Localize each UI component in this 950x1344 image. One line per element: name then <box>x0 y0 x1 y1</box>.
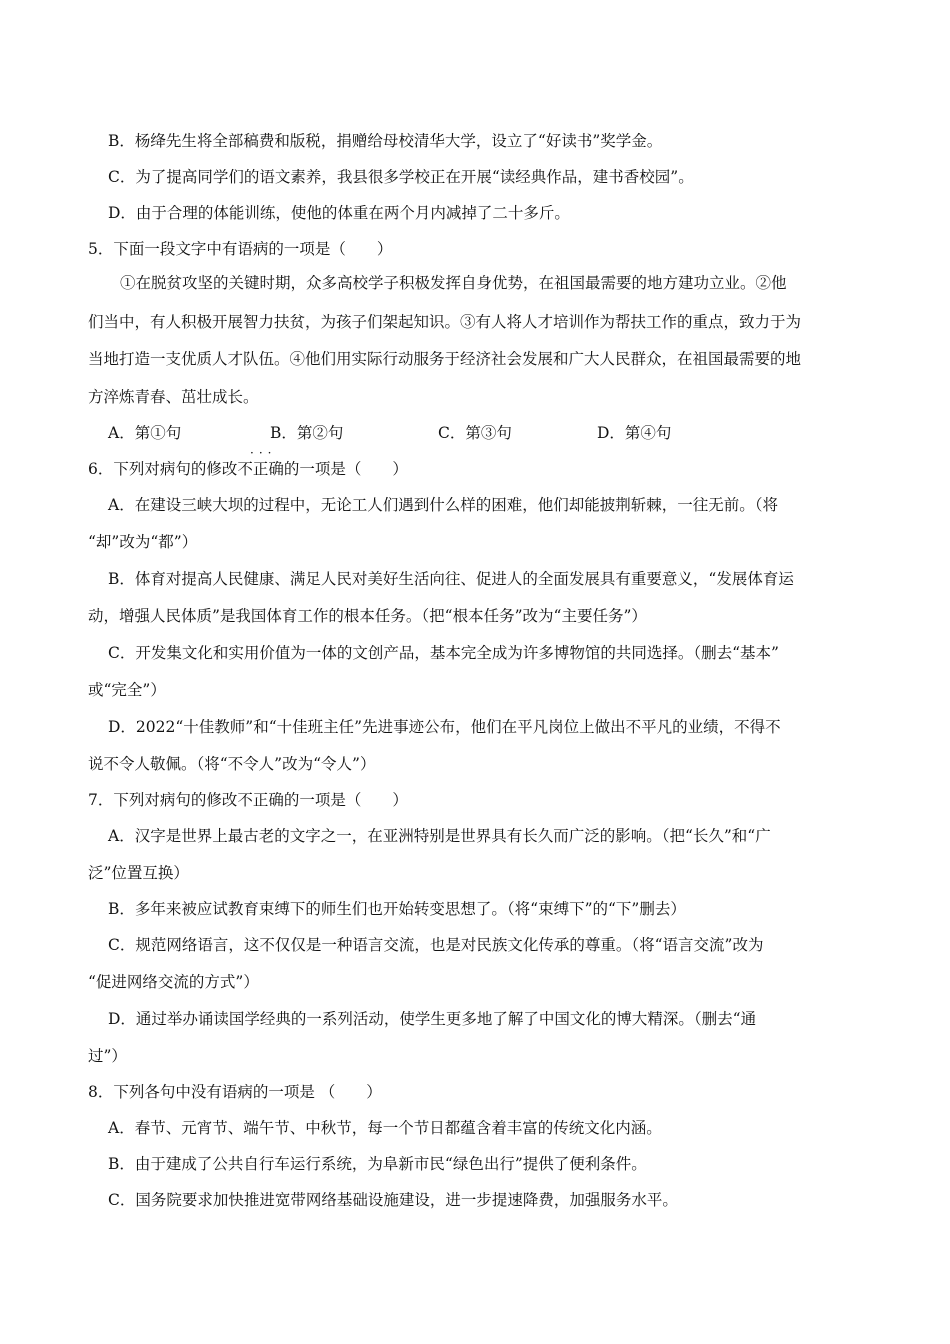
q6-stem: 6．下列对病句的修改不正确的一项是（ ） <box>88 460 408 478</box>
q5-option-d: D．第④句 <box>597 424 672 442</box>
q6-line: D．2022“十佳教师”和“十佳班主任”先进事迹公布，他们在平凡岗位上做出不平凡的业绩，不得不 <box>108 718 781 736</box>
q5-stem: 5．下面一段文字中有语病的一项是（ ） <box>88 240 393 258</box>
q6-line: 说不令人敬佩。（将“不令人”改为“令人”） <box>88 755 376 773</box>
q4-option-b: B．杨绛先生将全部稿费和版税，捐赠给母校清华大学，设立了“好读书”奖学金。 <box>108 132 663 150</box>
q6-line: “却”改为“都”） <box>88 533 198 551</box>
q4-option-d: D．由于合理的体能训练，使他的体重在两个月内减掉了二十多斤。 <box>108 204 570 222</box>
q7-line: B．多年来被应试教育束缚下的师生们也开始转变思想了。（将“束缚下”的“下”删去） <box>108 900 686 918</box>
q6-line: 或“完全”） <box>88 681 166 699</box>
q7-line: D．通过举办诵读国学经典的一系列活动，使学生更多地了解了中国文化的博大精深。（删去“通 <box>108 1010 757 1028</box>
q5-option-b: B．第②句 <box>270 424 344 442</box>
q5-options <box>0 420 950 446</box>
q7-line: A．汉字是世界上最古老的文字之一，在亚洲特别是世界具有长久而广泛的影响。（把“长久”和“广 <box>108 827 771 845</box>
q8-line: B．由于建成了公共自行车运行系统，为阜新市民“绿色出行”提供了便利条件。 <box>108 1155 647 1173</box>
q7-line: “促进网络交流的方式”） <box>88 973 259 991</box>
q6-line: C．开发集文化和实用价值为一体的文创产品，基本完全成为许多博物馆的共同选择。（删去“基本” <box>108 644 779 662</box>
q8-stem: 8．下列各句中没有语病的一项是 （ ） <box>88 1083 382 1101</box>
q5-option-c: C．第③句 <box>438 424 512 442</box>
q7-stem: 7．下列对病句的修改不正确的一项是（ ） <box>88 791 408 809</box>
q6-line: 动，增强人民体质”是我国体育工作的根本任务。（把“根本任务”改为“主要任务”） <box>88 607 647 625</box>
q7-line: 泛”位置互换） <box>88 864 189 882</box>
q5-option-a: A．第①句 <box>108 424 182 442</box>
q8-line: A．春节、元宵节、端午节、中秋节，每一个节日都蕴含着丰富的传统文化内涵。 <box>108 1119 662 1137</box>
q6-line: B．体育对提高人民健康、满足人民对美好生活向往、促进人的全面发展具有重要意义，“发展体育运 <box>108 570 794 588</box>
q4-option-c: C．为了提高同学们的语文素养，我县很多学校正在开展“读经典作品，建书香校园”。 <box>108 168 694 186</box>
q5-para-line: ①在脱贫攻坚的关键时期，众多高校学子积极发挥自身优势，在祖国最需要的地方建功立业。②他 <box>120 274 787 292</box>
q7-line: C．规范网络语言，这不仅仅是一种语言交流，也是对民族文化传承的尊重。（将“语言交流”改为 <box>108 936 764 954</box>
q5-para-line: 们当中，有人积极开展智力扶贫，为孩子们架起知识。③有人将人才培训作为帮扶工作的重点，致力于为 <box>88 313 802 331</box>
q6-line: A．在建设三峡大坝的过程中，无论工人们遇到什么样的困难，他们却能披荆斩棘，一往无前。（将 <box>108 496 778 514</box>
emphasis-dots: ··· <box>250 446 277 460</box>
q7-line: 过”） <box>88 1047 127 1065</box>
q8-line: C．国务院要求加快推进宽带网络基础设施建设，进一步提速降费，加强服务水平。 <box>108 1191 678 1209</box>
q5-para-line: 当地打造一支优质人才队伍。④他们用实际行动服务于经济社会发展和广大人民群众，在祖国最需要的地 <box>88 350 802 368</box>
q5-para-line: 方淬炼青春、茁壮成长。 <box>88 388 259 406</box>
